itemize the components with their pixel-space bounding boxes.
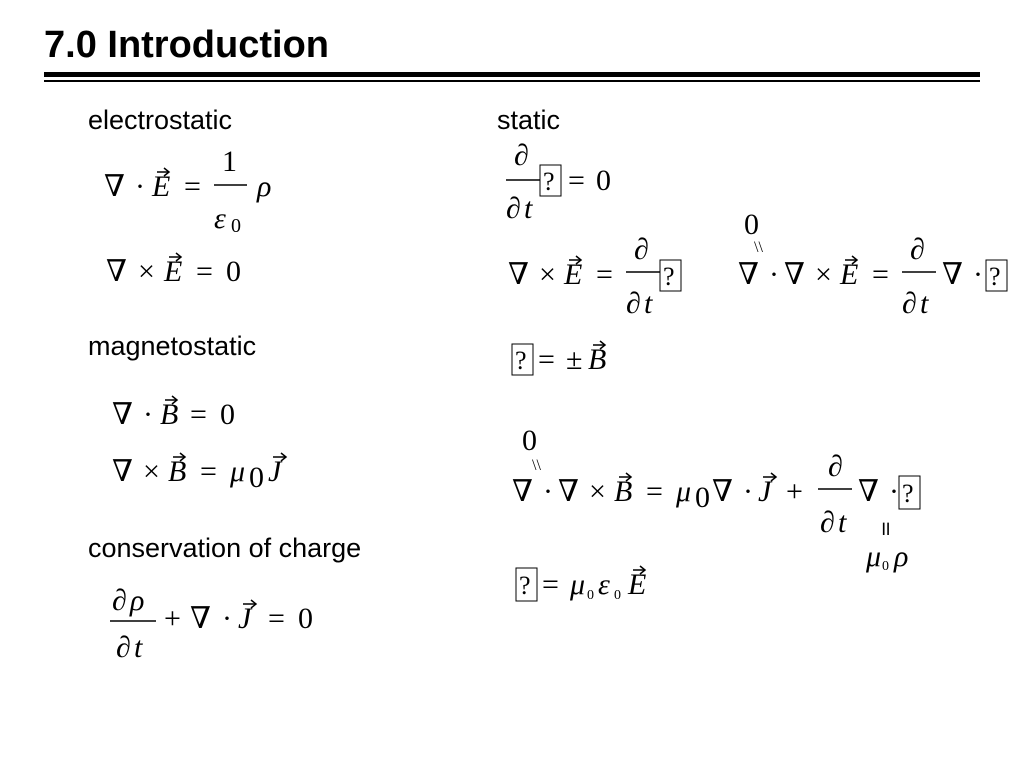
svg-text:∇: ∇ [784,258,805,291]
svg-text:=: = [190,398,207,431]
svg-text:t: t [644,287,653,320]
svg-text:B: B [614,475,633,508]
svg-text:×: × [138,255,155,288]
svg-text:∇: ∇ [738,258,759,291]
equation-div-curl-e [738,208,1007,320]
svg-text:=: = [184,170,201,203]
svg-text:×: × [143,455,160,488]
svg-text:?: ? [989,262,1001,291]
svg-text:0: 0 [249,461,264,494]
svg-text:∂: ∂ [514,139,529,172]
svg-text:॥: ॥ [879,518,891,540]
svg-text:∂: ∂ [116,631,131,664]
svg-text:∂: ∂ [820,506,835,539]
svg-text:t: t [524,192,533,225]
svg-text:\\: \\ [754,239,763,256]
equation-gauss-law-e [104,145,271,237]
svg-text:E: E [840,258,859,291]
svg-text:=: = [542,568,559,601]
svg-text:t: t [838,506,847,539]
svg-text:∇: ∇ [190,602,211,635]
equation-div-curl-b [512,424,920,574]
equation-ampere-law [112,453,286,494]
svg-text:+: + [164,602,181,635]
svg-text:μ: μ [676,475,692,508]
label-electrostatic: electrostatic [88,105,233,135]
svg-text:=: = [646,475,663,508]
svg-text:ε: ε [214,202,226,235]
svg-text:0: 0 [220,398,235,431]
svg-text:E: E [152,170,171,203]
svg-text:=: = [268,602,285,635]
svg-text:B: B [160,398,179,431]
svg-text:ρ: ρ [257,170,272,203]
svg-text:∂: ∂ [626,287,641,320]
svg-text:t: t [134,631,143,664]
equation-curl-e-zero [106,253,241,288]
svg-text:J: J [268,455,282,488]
svg-text:∇: ∇ [106,255,127,288]
svg-text:0: 0 [522,424,537,457]
svg-text:∇: ∇ [508,258,529,291]
svg-text:·: · [769,258,779,291]
svg-text:∂: ∂ [634,233,649,266]
svg-text:×: × [815,258,832,291]
svg-text:=: = [196,255,213,288]
svg-text:=: = [538,343,555,376]
svg-text:0: 0 [882,559,889,574]
equation-div-b-zero [112,396,235,431]
svg-text:B: B [588,343,607,376]
svg-text:1: 1 [222,145,237,178]
svg-text:·: · [973,258,983,291]
svg-text:+: + [786,475,803,508]
svg-text:·: · [135,170,145,203]
svg-text:ε: ε [598,568,610,601]
svg-text:E: E [564,258,583,291]
svg-text:·: · [889,475,899,508]
slide-title: 7.0 Introduction [44,24,329,66]
equation-continuity [110,584,313,664]
label-static: static [497,105,561,135]
svg-text:?: ? [543,167,555,196]
svg-text:·: · [222,602,232,635]
svg-text:E: E [628,568,647,601]
svg-text:∇: ∇ [104,170,125,203]
svg-text:∇: ∇ [112,398,133,431]
svg-text:=: = [568,164,585,197]
svg-text:μ: μ [866,540,882,573]
svg-text:∇: ∇ [858,475,879,508]
svg-text:0: 0 [614,588,621,603]
svg-text:∇: ∇ [112,455,133,488]
svg-text:∇: ∇ [558,475,579,508]
svg-text:=: = [200,455,217,488]
svg-text:?: ? [519,571,531,600]
svg-text:∇: ∇ [712,475,733,508]
svg-text:±: ± [566,343,583,376]
equation-faraday-form [508,233,681,320]
svg-text:=: = [596,258,613,291]
svg-text:?: ? [515,346,527,375]
label-conservation-of-charge: conservation of charge [88,533,362,563]
svg-text:=: = [872,258,889,291]
svg-text:0: 0 [596,164,611,197]
svg-text:t: t [920,287,929,320]
svg-text:0: 0 [298,602,313,635]
svg-text:0: 0 [231,215,241,237]
svg-text:B: B [168,455,187,488]
svg-text:0: 0 [226,255,241,288]
svg-text:ρ: ρ [130,584,145,617]
svg-text:·: · [143,398,153,431]
equation-static-time-derivative [506,139,611,225]
svg-text:·: · [543,475,553,508]
svg-text:×: × [539,258,556,291]
label-magnetostatic: magnetostatic [88,331,257,361]
svg-text:μ: μ [230,455,246,488]
svg-text:×: × [589,475,606,508]
svg-text:·: · [743,475,753,508]
svg-text:∂: ∂ [506,192,521,225]
svg-text:E: E [164,255,183,288]
svg-text:\\: \\ [532,457,541,474]
svg-text:∂: ∂ [902,287,917,320]
svg-text:∂: ∂ [112,584,127,617]
svg-text:∇: ∇ [512,475,533,508]
equation-unknown-equals-mu0-eps0-e [516,566,646,603]
svg-text:0: 0 [695,481,710,514]
svg-text:0: 0 [587,588,594,603]
svg-text:ρ: ρ [894,540,909,573]
equation-unknown-equals-pm-b [512,341,606,376]
svg-text:?: ? [663,262,675,291]
svg-text:J: J [238,602,252,635]
svg-text:μ: μ [570,568,586,601]
svg-text:J: J [758,475,772,508]
svg-text:0: 0 [744,208,759,241]
svg-text:∂: ∂ [828,450,843,483]
svg-text:∂: ∂ [910,233,925,266]
svg-text:∇: ∇ [942,258,963,291]
svg-text:?: ? [902,479,914,508]
